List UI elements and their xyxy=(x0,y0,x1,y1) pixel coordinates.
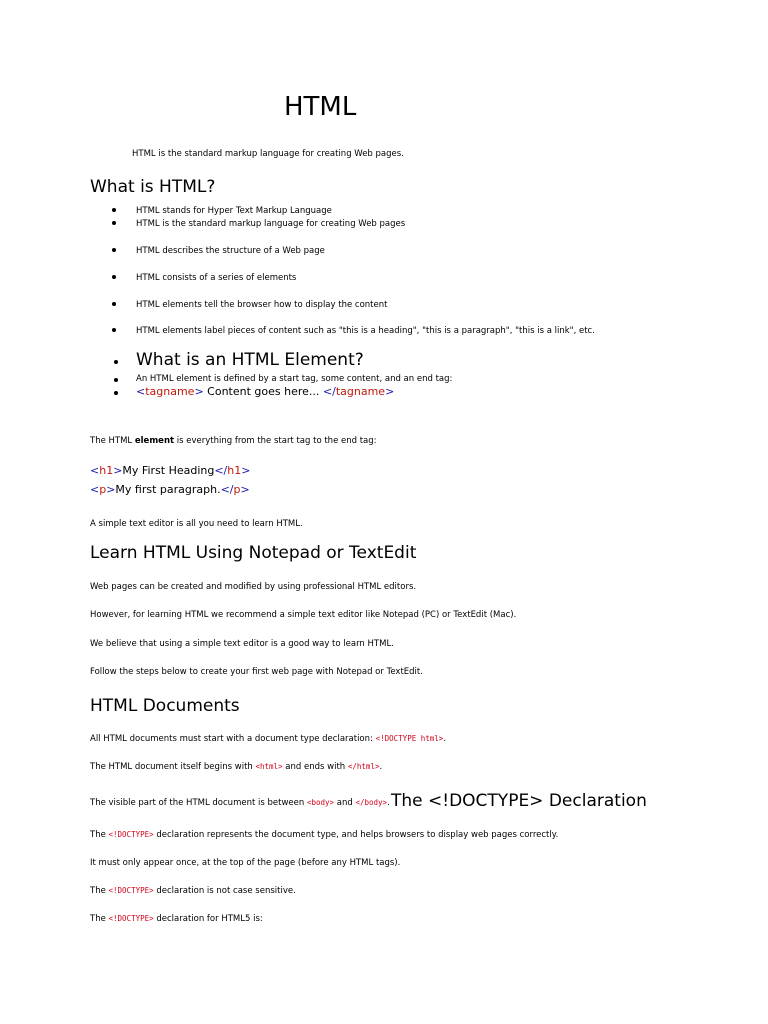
tag-bracket: < xyxy=(90,483,100,496)
tag-name: tagname xyxy=(335,385,386,398)
tag-name: h1 xyxy=(99,464,114,477)
paragraph: However, for learning HTML we recommend a simple text editor like Notepad (PC) or TextEdit (Mac). xyxy=(90,610,517,620)
element-content: Content goes here... xyxy=(203,385,323,398)
text: is everything from the start tag to the end tag: xyxy=(174,436,377,446)
text: and ends with xyxy=(282,762,348,772)
bold-text: element xyxy=(134,436,175,446)
bullet-icon xyxy=(114,391,118,395)
tag-name: p xyxy=(233,483,241,496)
bullet-icon xyxy=(112,208,116,212)
tag-bracket: </ xyxy=(214,464,228,477)
tag-bracket: < xyxy=(136,385,146,398)
inline-code: <!DOCTYPE> xyxy=(108,830,154,839)
bullet-icon xyxy=(114,360,118,364)
tag-bracket: > xyxy=(194,385,204,398)
tag-name: tagname xyxy=(145,385,195,398)
paragraph: Follow the steps below to create your first web page with Notepad or TextEdit. xyxy=(90,667,423,677)
paragraph xyxy=(90,886,296,896)
text: and xyxy=(334,798,356,808)
bullet-icon xyxy=(112,275,116,279)
text: . xyxy=(387,798,390,808)
tag-bracket: > xyxy=(113,464,123,477)
page-title: HTML xyxy=(284,92,357,122)
text: The HTML document itself begins with xyxy=(90,762,256,772)
text: . xyxy=(443,734,447,744)
list-item: HTML describes the structure of a Web page xyxy=(136,246,325,256)
list-item: HTML elements label pieces of content such as "this is a heading", "this is a paragraph", "this is a link", etc. xyxy=(136,326,595,336)
element-example xyxy=(136,385,394,398)
code-line xyxy=(90,464,250,477)
bullet-icon xyxy=(112,221,116,225)
tag-bracket: > xyxy=(241,464,251,477)
text: The xyxy=(90,886,109,896)
list-item: HTML stands for Hyper Text Markup Language xyxy=(136,206,332,216)
documents-heading: HTML Documents xyxy=(90,696,240,716)
text: declaration represents the document type, and helps browsers to display web pages correctly. xyxy=(153,830,559,840)
text: The xyxy=(90,914,109,924)
tag-bracket: > xyxy=(385,385,395,398)
paragraph: Web pages can be created and modified by using professional HTML editors. xyxy=(90,582,417,592)
text: . xyxy=(379,762,383,772)
code-text: My First Heading xyxy=(122,464,215,477)
element-definition xyxy=(90,436,377,446)
paragraph xyxy=(90,734,446,744)
text: declaration is not case sensitive. xyxy=(153,886,296,896)
bullet-icon xyxy=(112,248,116,252)
text: All HTML documents must start with a document type declaration: xyxy=(90,734,376,744)
doctype-heading: The <!DOCTYPE> Declaration xyxy=(391,791,647,811)
element-heading: What is an HTML Element? xyxy=(136,350,364,370)
text: The xyxy=(90,830,109,840)
paragraph xyxy=(90,762,382,772)
paragraph: We believe that using a simple text editor is a good way to learn HTML. xyxy=(90,639,394,649)
text: The visible part of the HTML document is between xyxy=(90,798,307,808)
inline-code: <!DOCTYPE> xyxy=(108,886,154,895)
inline-code: </body> xyxy=(355,798,388,807)
bullet-icon xyxy=(112,302,116,306)
tag-bracket: </ xyxy=(322,385,336,398)
tag-bracket: > xyxy=(106,483,116,496)
editor-note: A simple text editor is all you need to learn HTML. xyxy=(90,519,303,529)
paragraph xyxy=(90,914,263,924)
inline-code: <!DOCTYPE html> xyxy=(375,734,444,743)
tag-bracket: </ xyxy=(220,483,234,496)
list-item: HTML elements tell the browser how to display the content xyxy=(136,300,388,310)
tag-bracket: < xyxy=(90,464,100,477)
list-item: HTML is the standard markup language for creating Web pages xyxy=(136,219,406,229)
text: The HTML xyxy=(90,436,135,446)
tag-bracket: > xyxy=(240,483,250,496)
paragraph xyxy=(90,798,390,808)
list-item: HTML consists of a series of elements xyxy=(136,273,297,283)
bullet-icon xyxy=(112,328,116,332)
inline-code: <html> xyxy=(255,762,283,771)
element-desc: An HTML element is defined by a start tag, some content, and an end tag: xyxy=(136,374,453,384)
paragraph xyxy=(90,830,558,840)
code-text: My first paragraph. xyxy=(115,483,221,496)
inline-code: <body> xyxy=(306,798,335,807)
what-is-heading: What is HTML? xyxy=(90,177,216,197)
learn-heading: Learn HTML Using Notepad or TextEdit xyxy=(90,543,417,563)
bullet-icon xyxy=(114,378,118,382)
code-line xyxy=(90,483,250,496)
text: declaration for HTML5 is: xyxy=(153,914,263,924)
inline-code: </html> xyxy=(347,762,380,771)
intro-text: HTML is the standard markup language for creating Web pages. xyxy=(132,149,404,159)
tag-name: h1 xyxy=(227,464,242,477)
tag-name: p xyxy=(99,483,107,496)
paragraph: It must only appear once, at the top of the page (before any HTML tags). xyxy=(90,858,401,868)
inline-code: <!DOCTYPE> xyxy=(108,914,154,923)
